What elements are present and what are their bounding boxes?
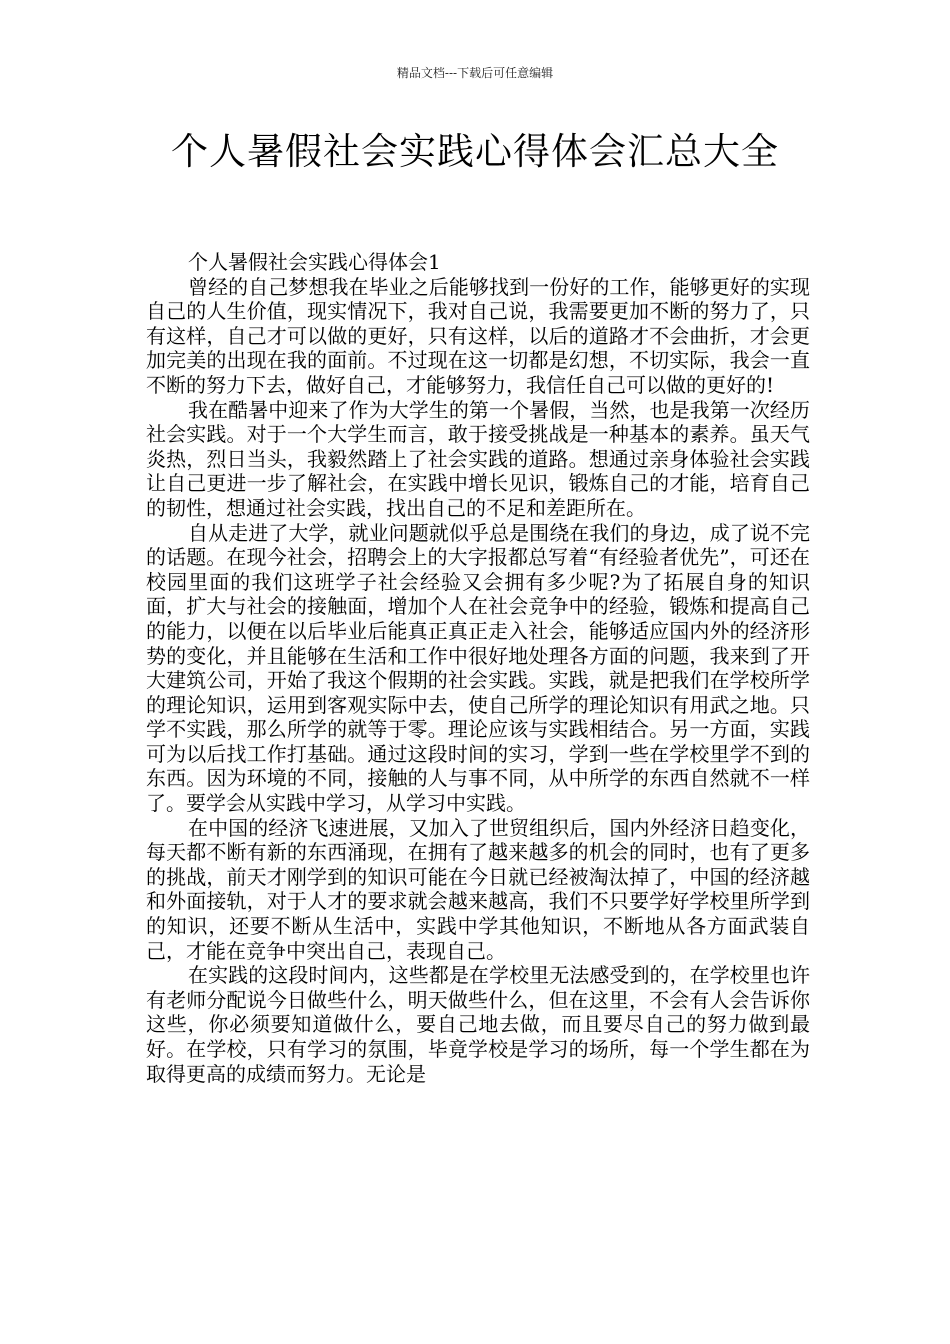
section-heading: 个人暑假社会实践心得体会1 xyxy=(188,250,441,274)
document-title: 个人暑假社会实践心得体会汇总大全 xyxy=(171,130,779,173)
header-note: 精品文档---下载后可任意编辑 xyxy=(396,66,554,80)
paragraph-5: 在实践的这段时间内，这些都是在学校里无法感受到的，在学校里也许有老师分配说今日做些什么，明天做些什么，但在这里，不会有人会告诉你这些，你必须要知道做什么，要自己地去做，而且要尽自己的努力做到最好。在学校，只有学习的氛围，毕竟学校是学习的场所，每一个学生都在为取得更高的成绩而努力。无论是 xyxy=(146,963,810,1086)
paragraph-2: 我在酷暑中迎来了作为大学生的第一个暑假，当然，也是我第一次经历社会实践。对于一个大学生而言，敢于接受挑战是一种基本的素养。虽天气炎热，烈日当头，我毅然踏上了社会实践的道路。想通过亲身体验社会实践让自己更进一步了解社会，在实践中增长见识，锻炼自己的才能，培育自己的韧性，想通过社会实践，找出自己的不足和差距所在。 xyxy=(146,397,810,520)
paragraph-1: 曾经的自己梦想我在毕业之后能够找到一份好的工作，能够更好的实现自己的人生价值，现实情况下，我对自己说，我需要更加不断的努力了，只有这样，自己才可以做的更好，只有这样，以后的道路才不会曲折，才会更加完美的出现在我的面前。不过现在这一切都是幻想，不切实际，我会一直不断的努力下去，做好自己，才能够努力，我信任自己可以做的更好的! xyxy=(146,274,810,397)
document-body xyxy=(146,250,810,1086)
paragraph-4: 在中国的经济飞速进展，又加入了世贸组织后，国内外经济日趋变化，每天都不断有新的东西涌现，在拥有了越来越多的机会的同时，也有了更多的挑战，前天才刚学到的知识可能在今日就已经被淘汰掉了，中国的经济越和外面接轨，对于人才的要求就会越来越高，我们不只要学好学校里所学到的知识，还要不断从生活中，实践中学其他知识，不断地从各方面武装自己，才能在竞争中突出自己，表现自己。 xyxy=(146,815,810,963)
paragraph-3: 自从走进了大学，就业问题就似乎总是围绕在我们的身边，成了说不完的话题。在现今社会，招聘会上的大字报都总写着“有经验者优先”，可还在校园里面的我们这班学子社会经验又会拥有多少呢?为了拓展自身的知识面，扩大与社会的接触面，增加个人在社会竞争中的经验，锻炼和提高自己的能力，以便在以后毕业后能真正真正走入社会，能够适应国内外的经济形势的变化，并且能够在生活和工作中很好地处理各方面的问题，我来到了开大建筑公司，开始了我这个假期的社会实践。实践，就是把我们在学校所学的理论知识，运用到客观实际中去，使自己所学的理论知识有用武之地。只学不实践，那么所学的就等于零。理论应该与实践相结合。另一方面，实践可为以后找工作打基础。通过这段时间的实习，学到一些在学校里学不到的东西。因为环境的不同，接触的人与事不同，从中所学的东西自然就不一样了。要学会从实践中学习，从学习中实践。 xyxy=(146,520,810,816)
